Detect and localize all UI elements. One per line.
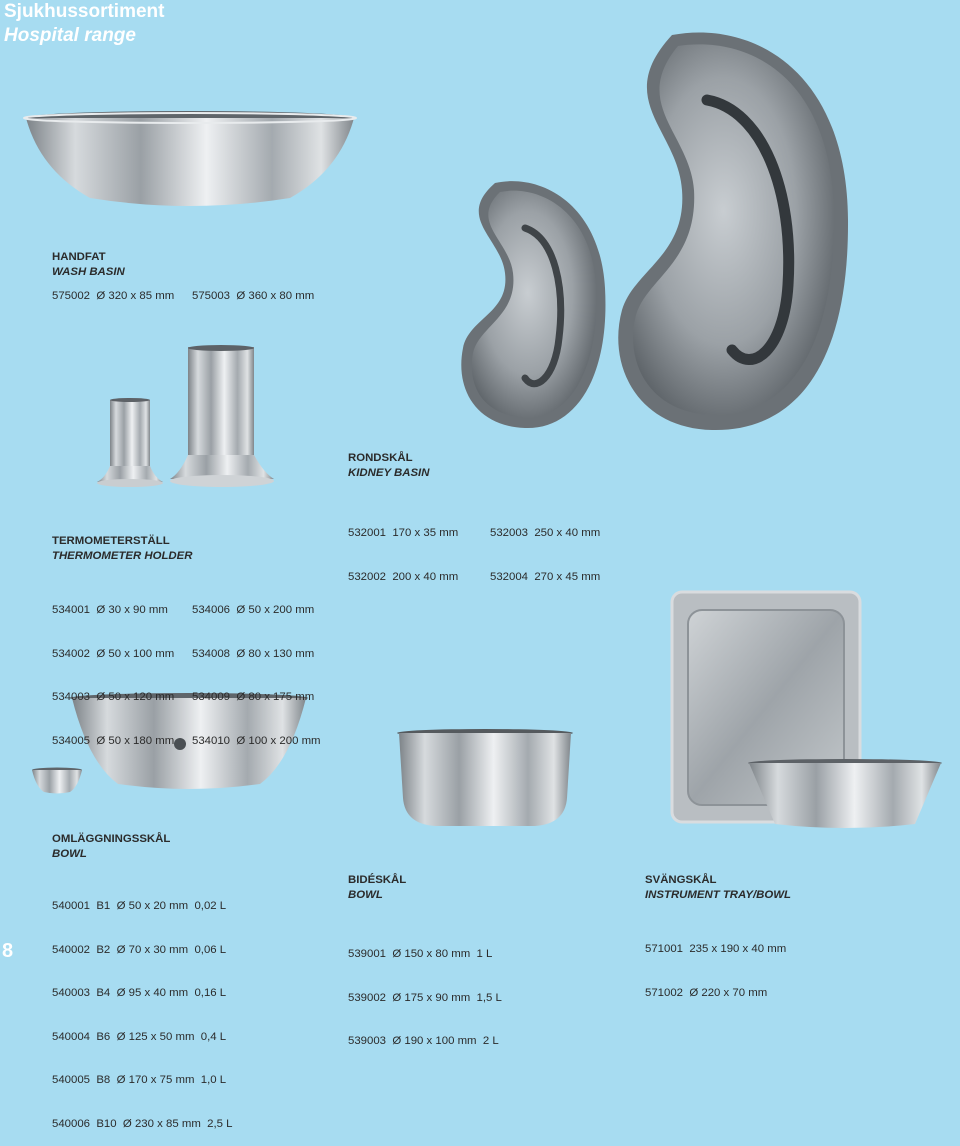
bidet-bowl-item: 539003 Ø 190 x 100 mm 2 L (348, 1035, 499, 1047)
instrument-tray-name-en: INSTRUMENT TRAY/BOWL (645, 888, 791, 901)
kidney-basin-small-image (455, 178, 610, 433)
instrument-bowl-image (745, 758, 945, 830)
bidet-bowl-image (395, 728, 575, 830)
wash-basin-item: 575002 Ø 320 x 85 mm (52, 290, 175, 302)
instrument-tray-name-sv: SVÄNGSKÅL (645, 874, 717, 886)
wash-basin-section (52, 250, 125, 279)
thermometer-holder-small-image (95, 398, 165, 490)
instrument-tray-item: 571002 Ø 220 x 70 mm (645, 986, 768, 999)
dressing-bowl-item: 540001 B1 Ø 50 x 20 mm 0,02 L (52, 900, 227, 912)
instrument-tray-section (645, 873, 791, 902)
thermometer-holder-large-image (168, 345, 278, 490)
dressing-bowl-item: 540004 B6 Ø 125 x 50 mm 0,4 L (52, 1030, 227, 1043)
bidet-bowl-item: 539002 Ø 175 x 90 mm 1,5 L (348, 991, 502, 1004)
thermometer-holder-item: 534009 Ø 80 x 175 mm (192, 691, 315, 703)
dressing-bowl-section (52, 832, 170, 861)
thermometer-holder-col2 (192, 574, 321, 763)
dressing-bowl-item: 540006 B10 Ø 230 x 85 mm 2,5 L (52, 1117, 233, 1130)
thermometer-holder-heading (52, 534, 192, 563)
kidney-basin-name-en: KIDNEY BASIN (348, 466, 430, 479)
dressing-bowl-item: 540005 B8 Ø 170 x 75 mm 1,0 L (52, 1074, 227, 1086)
dressing-bowl-list (52, 870, 232, 1146)
bidet-bowl-name-sv: BIDÉSKÅL (348, 874, 407, 886)
kidney-basin-item: 532002 200 x 40 mm (348, 570, 459, 583)
wash-basin-name-en: WASH BASIN (52, 265, 125, 278)
kidney-basin-col1 (348, 497, 458, 599)
kidney-basin-name-sv: RONDSKÅL (348, 452, 413, 464)
instrument-tray-list (645, 913, 786, 1015)
thermometer-holder-name-en: THERMOMETER HOLDER (52, 549, 193, 562)
thermometer-holder-section (52, 534, 192, 563)
dressing-bowl-small-image (30, 767, 84, 795)
dressing-bowl-name-sv: OMLÄGGNINGSSKÅL (52, 833, 171, 845)
bidet-bowl-list (348, 918, 502, 1063)
thermometer-holder-item: 534008 Ø 80 x 130 mm (192, 647, 315, 660)
dressing-bowl-item: 540003 B4 Ø 95 x 40 mm 0,16 L (52, 987, 227, 999)
thermometer-holder-col1 (52, 574, 174, 763)
thermometer-holder-name-sv: TERMOMETERSTÄLL (52, 535, 170, 547)
kidney-basin-section (348, 451, 429, 480)
bidet-bowl-name-en: BOWL (348, 888, 383, 901)
title-swedish: Sjukhussortiment (4, 1, 165, 22)
page-number: 8 (2, 940, 14, 962)
thermometer-holder-item: 534001 Ø 30 x 90 mm (52, 604, 168, 616)
wash-basin-heading (52, 250, 125, 279)
kidney-basin-large-image (612, 30, 852, 435)
thermometer-holder-item: 534005 Ø 50 x 180 mm (52, 734, 175, 747)
page-title (4, 0, 164, 48)
bidet-bowl-heading (348, 873, 406, 902)
dressing-bowl-item: 540002 B2 Ø 70 x 30 mm 0,06 L (52, 943, 227, 956)
dressing-bowl-heading (52, 832, 170, 861)
thermometer-holder-item: 534003 Ø 50 x 120 mm (52, 691, 175, 703)
thermometer-holder-item: 534010 Ø 100 x 200 mm (192, 734, 321, 747)
kidney-basin-item: 532001 170 x 35 mm (348, 527, 459, 539)
thermometer-holder-item: 534002 Ø 50 x 100 mm (52, 647, 175, 660)
kidney-basin-item: 532004 270 x 45 mm (490, 570, 601, 583)
instrument-tray-item: 571001 235 x 190 x 40 mm (645, 943, 787, 955)
thermometer-holder-item: 534006 Ø 50 x 200 mm (192, 604, 315, 616)
kidney-basin-heading (348, 451, 429, 480)
bidet-bowl-item: 539001 Ø 150 x 80 mm 1 L (348, 948, 493, 960)
wash-basin-image (20, 110, 360, 210)
title-english: Hospital range (4, 25, 136, 46)
kidney-basin-col2 (490, 497, 600, 599)
wash-basin-item: 575003 Ø 360 x 80 mm (192, 290, 315, 302)
instrument-tray-heading (645, 873, 791, 902)
bidet-bowl-section (348, 873, 406, 902)
wash-basin-name-sv: HANDFAT (52, 251, 106, 263)
kidney-basin-item: 532003 250 x 40 mm (490, 527, 601, 539)
dressing-bowl-name-en: BOWL (52, 847, 87, 860)
